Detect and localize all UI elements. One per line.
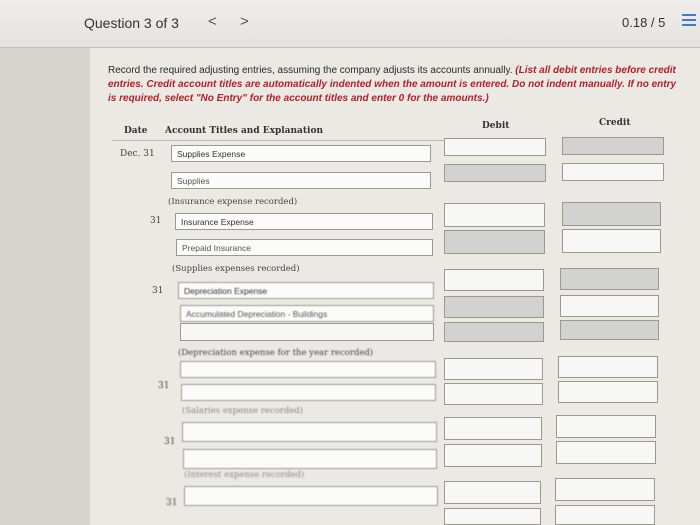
entry-6-credit-amount[interactable] xyxy=(555,478,655,501)
entry-3-credit-row-debit[interactable] xyxy=(444,296,544,318)
entry-2-explanation: (Supplies expenses recorded) xyxy=(172,264,300,274)
entry-2-debit-account[interactable]: Insurance Expense xyxy=(175,213,433,230)
entry-3-debit-amount[interactable] xyxy=(444,269,544,291)
entry-3-date: 31 xyxy=(152,286,164,296)
instructions-main: Record the required adjusting entries, assuming the company adjusts its accounts annually. xyxy=(108,65,516,76)
entry-4-debit-amount[interactable] xyxy=(444,358,543,380)
entry-5-debit-account[interactable] xyxy=(182,422,437,442)
entry-4-date: 31 xyxy=(158,381,170,391)
entry-6-date: 31 xyxy=(166,498,178,508)
entry-5-row2-credit[interactable] xyxy=(556,441,656,464)
entry-2-credit-account[interactable]: Prepaid Insurance xyxy=(176,239,433,256)
entry-4-row2-debit[interactable] xyxy=(444,383,543,405)
entry-2-date: 31 xyxy=(150,216,162,226)
entry-3-credit-amount[interactable] xyxy=(560,295,659,317)
entry-3-extra-credit[interactable] xyxy=(560,320,659,340)
entry-5-credit-account[interactable] xyxy=(183,449,437,469)
entry-1-debit-row-credit[interactable] xyxy=(562,137,664,155)
entry-4-explanation: (Salaries expense recorded) xyxy=(182,406,303,416)
score-display: 0.18 / 5 xyxy=(622,15,666,30)
entry-3-credit-account[interactable]: Accumulated Depreciation - Buildings xyxy=(180,305,434,322)
top-bar xyxy=(0,0,700,48)
entry-4-debit-account[interactable] xyxy=(180,361,436,378)
question-label: Question 3 of 3 xyxy=(84,15,179,31)
entry-6-row2-debit[interactable] xyxy=(444,508,541,525)
entry-3-debit-account[interactable]: Depreciation Expense xyxy=(178,282,434,299)
entry-3-extra-debit[interactable] xyxy=(444,322,544,342)
next-question-button[interactable]: > xyxy=(240,13,249,30)
entry-4-credit-account[interactable] xyxy=(181,384,436,401)
entry-1-credit-amount[interactable] xyxy=(562,163,664,181)
previous-question-button[interactable]: < xyxy=(208,13,217,30)
entry-6-debit-account[interactable] xyxy=(184,486,438,506)
entry-1-date: Dec. 31 xyxy=(120,149,155,159)
entry-1-credit-row-debit[interactable] xyxy=(444,164,546,182)
entry-4-row2-credit[interactable] xyxy=(558,381,658,403)
entry-6-debit-amount[interactable] xyxy=(444,481,541,504)
entry-3-extra-account[interactable] xyxy=(180,323,434,341)
entry-1-explanation: (Insurance expense recorded) xyxy=(168,197,298,207)
column-header-credit: Credit xyxy=(599,118,631,128)
entry-5-row2-debit[interactable] xyxy=(444,444,542,467)
entry-2-credit-amount[interactable] xyxy=(562,229,661,253)
list-icon[interactable] xyxy=(682,14,696,28)
entry-1-debit-account[interactable]: Supplies Expense xyxy=(171,145,431,162)
column-header-date: Date xyxy=(124,126,148,136)
column-header-account: Account Titles and Explanation xyxy=(165,126,324,136)
instructions xyxy=(108,64,678,106)
entry-5-credit-amount[interactable] xyxy=(556,415,656,438)
entry-5-date: 31 xyxy=(164,437,176,447)
entry-4-credit-amount[interactable] xyxy=(558,356,658,378)
entry-5-explanation: (Interest expense recorded) xyxy=(184,470,305,480)
entry-1-debit-amount[interactable] xyxy=(444,138,546,156)
column-header-debit: Debit xyxy=(482,121,510,131)
entry-5-debit-amount[interactable] xyxy=(444,417,542,440)
instructions-note: (List all debit entries before credit entries. Credit account titles are automatically indented when the amount is entered. Do not indent manually. If no entry is required, select "No Entry" for the account titles and enter 0 for the amounts.) xyxy=(108,65,677,104)
entry-3-debit-row-credit[interactable] xyxy=(560,268,659,290)
entry-2-debit-row-credit[interactable] xyxy=(562,202,661,226)
entry-2-debit-amount[interactable] xyxy=(444,203,545,227)
entry-1-credit-account[interactable]: Supplies xyxy=(171,172,431,189)
entry-3-explanation: (Depreciation expense for the year recorded) xyxy=(178,348,374,358)
entry-6-row2-credit[interactable] xyxy=(555,505,655,525)
entry-2-credit-row-debit[interactable] xyxy=(444,230,545,254)
